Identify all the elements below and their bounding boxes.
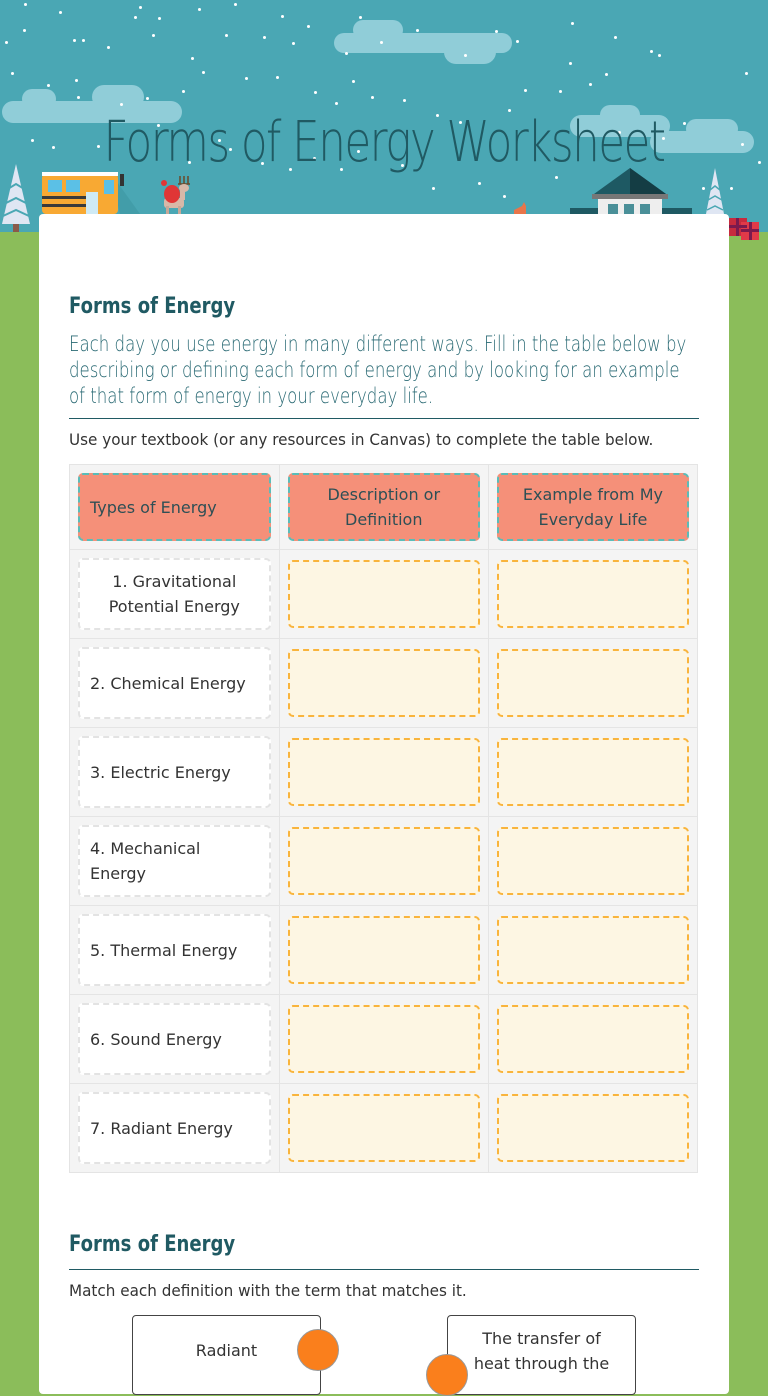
snowflake <box>352 80 355 83</box>
header-example: Example from My Everyday Life <box>497 473 689 541</box>
snowflake <box>158 17 161 20</box>
description-input[interactable] <box>288 827 480 895</box>
snow-tree-icon <box>702 166 728 216</box>
section-heading: Forms of Energy <box>69 1232 236 1257</box>
snowflake <box>478 182 481 185</box>
snowflake <box>281 15 284 18</box>
snowflake <box>555 176 558 179</box>
header-types-of-energy: Types of Energy <box>78 473 271 541</box>
energy-type-cell: 3. Electric Energy <box>78 736 271 808</box>
snowflake <box>59 11 62 14</box>
table-row <box>70 550 698 639</box>
snowflake <box>524 89 527 92</box>
snowflake <box>741 143 744 146</box>
table-row <box>70 639 698 728</box>
page-title: Forms of Energy Worksheet <box>103 110 665 175</box>
table-instruction: Use your textbook (or any resources in Canvas) to complete the table below. <box>69 430 654 449</box>
snowflake <box>589 83 592 86</box>
table-row <box>70 1084 698 1173</box>
snowflake <box>82 39 85 42</box>
snowflake <box>31 139 34 142</box>
snowflake <box>307 25 310 28</box>
header-banner <box>0 0 768 232</box>
example-input[interactable] <box>497 1005 689 1073</box>
description-input[interactable] <box>288 916 480 984</box>
table-row <box>70 906 698 995</box>
snowflake <box>345 52 348 55</box>
matching-instruction: Match each definition with the term that matches it. <box>69 1281 467 1300</box>
table-row <box>70 995 698 1084</box>
snowflake <box>416 29 419 32</box>
snowflake <box>77 96 80 99</box>
header-description: Description or Definition <box>288 473 480 541</box>
snowflake <box>503 195 506 198</box>
match-term-label: Radiant <box>195 1341 258 1360</box>
snow-tree-icon <box>0 160 34 232</box>
snowflake <box>198 8 201 11</box>
table-row <box>70 728 698 817</box>
energy-type-cell: 6. Sound Energy <box>78 1003 271 1075</box>
snowflake <box>464 54 467 57</box>
snowflake <box>202 71 205 74</box>
cloud <box>444 40 496 64</box>
match-term-card[interactable] <box>132 1315 321 1395</box>
snowflake <box>380 41 383 44</box>
snowflake <box>758 161 761 164</box>
snowflake <box>314 91 317 94</box>
snowflake <box>182 90 185 93</box>
snowflake <box>263 36 266 39</box>
snowflake <box>276 76 279 79</box>
worksheet-page <box>39 214 729 1394</box>
fox-icon <box>512 202 528 214</box>
snowflake <box>152 34 155 37</box>
energy-type-cell: 2. Chemical Energy <box>78 647 271 719</box>
snowflake <box>245 77 248 80</box>
match-connector-dot[interactable] <box>426 1354 468 1396</box>
snowflake <box>614 36 617 39</box>
snowflake <box>569 62 572 65</box>
snowflake <box>571 22 574 25</box>
snowflake <box>403 99 406 102</box>
energy-table <box>69 464 698 1173</box>
snowflake <box>225 34 228 37</box>
description-input[interactable] <box>288 649 480 717</box>
snowflake <box>516 40 519 43</box>
snowflake <box>107 46 110 49</box>
snowflake <box>650 50 653 53</box>
divider <box>69 1269 699 1270</box>
reindeer-icon <box>158 174 194 214</box>
example-input[interactable] <box>497 916 689 984</box>
snowflake <box>730 187 733 190</box>
table-header-row <box>70 465 698 550</box>
section-heading: Forms of Energy <box>69 294 236 319</box>
cloud <box>92 85 144 109</box>
snowflake <box>139 6 142 9</box>
snowflake <box>134 16 137 19</box>
snowflake <box>5 41 8 44</box>
energy-type-cell: 7. Radiant Energy <box>78 1092 271 1164</box>
snowflake <box>605 73 608 76</box>
snowflake <box>24 3 27 6</box>
cloud <box>353 20 403 40</box>
snowflake <box>191 57 194 60</box>
section-description: Each day you use energy in many different ways. Fill in the table below by describing or defining each form of energy and by looking for an example of that form of energy in your everyday life. <box>69 332 687 408</box>
house-icon <box>570 168 692 216</box>
example-input[interactable] <box>497 1094 689 1162</box>
snowflake <box>495 30 498 33</box>
snowflake <box>52 146 55 149</box>
description-input[interactable] <box>288 738 480 806</box>
example-input[interactable] <box>497 649 689 717</box>
description-input[interactable] <box>288 560 480 628</box>
cloud <box>686 119 738 139</box>
energy-type-cell: 1. Gravitational Potential Energy <box>78 558 271 630</box>
gift-icon <box>729 216 763 240</box>
snowflake <box>47 84 50 87</box>
match-connector-dot[interactable] <box>297 1329 339 1371</box>
snowflake <box>432 187 435 190</box>
energy-type-cell: 5. Thermal Energy <box>78 914 271 986</box>
example-input[interactable] <box>497 827 689 895</box>
snowflake <box>120 103 123 106</box>
example-input[interactable] <box>497 738 689 806</box>
description-input[interactable] <box>288 1094 480 1162</box>
snowflake <box>11 72 14 75</box>
snowflake <box>658 54 661 57</box>
match-definition-label: The transfer of heat through the <box>473 1329 610 1373</box>
snowflake <box>745 72 748 75</box>
divider <box>69 418 699 419</box>
energy-type-cell: 4. Mechanical Energy <box>78 825 271 897</box>
snowflake <box>23 29 26 32</box>
example-input[interactable] <box>497 560 689 628</box>
snowflake <box>359 16 362 19</box>
snowflake <box>146 97 149 100</box>
snowflake <box>234 3 237 6</box>
snowflake <box>559 90 562 93</box>
snowflake <box>371 96 374 99</box>
snowflake <box>335 102 338 105</box>
table-row <box>70 817 698 906</box>
snowflake <box>73 39 76 42</box>
snowflake <box>292 42 295 45</box>
snowflake <box>75 79 78 82</box>
description-input[interactable] <box>288 1005 480 1073</box>
cloud <box>22 89 56 109</box>
match-definition-card[interactable] <box>447 1315 636 1395</box>
